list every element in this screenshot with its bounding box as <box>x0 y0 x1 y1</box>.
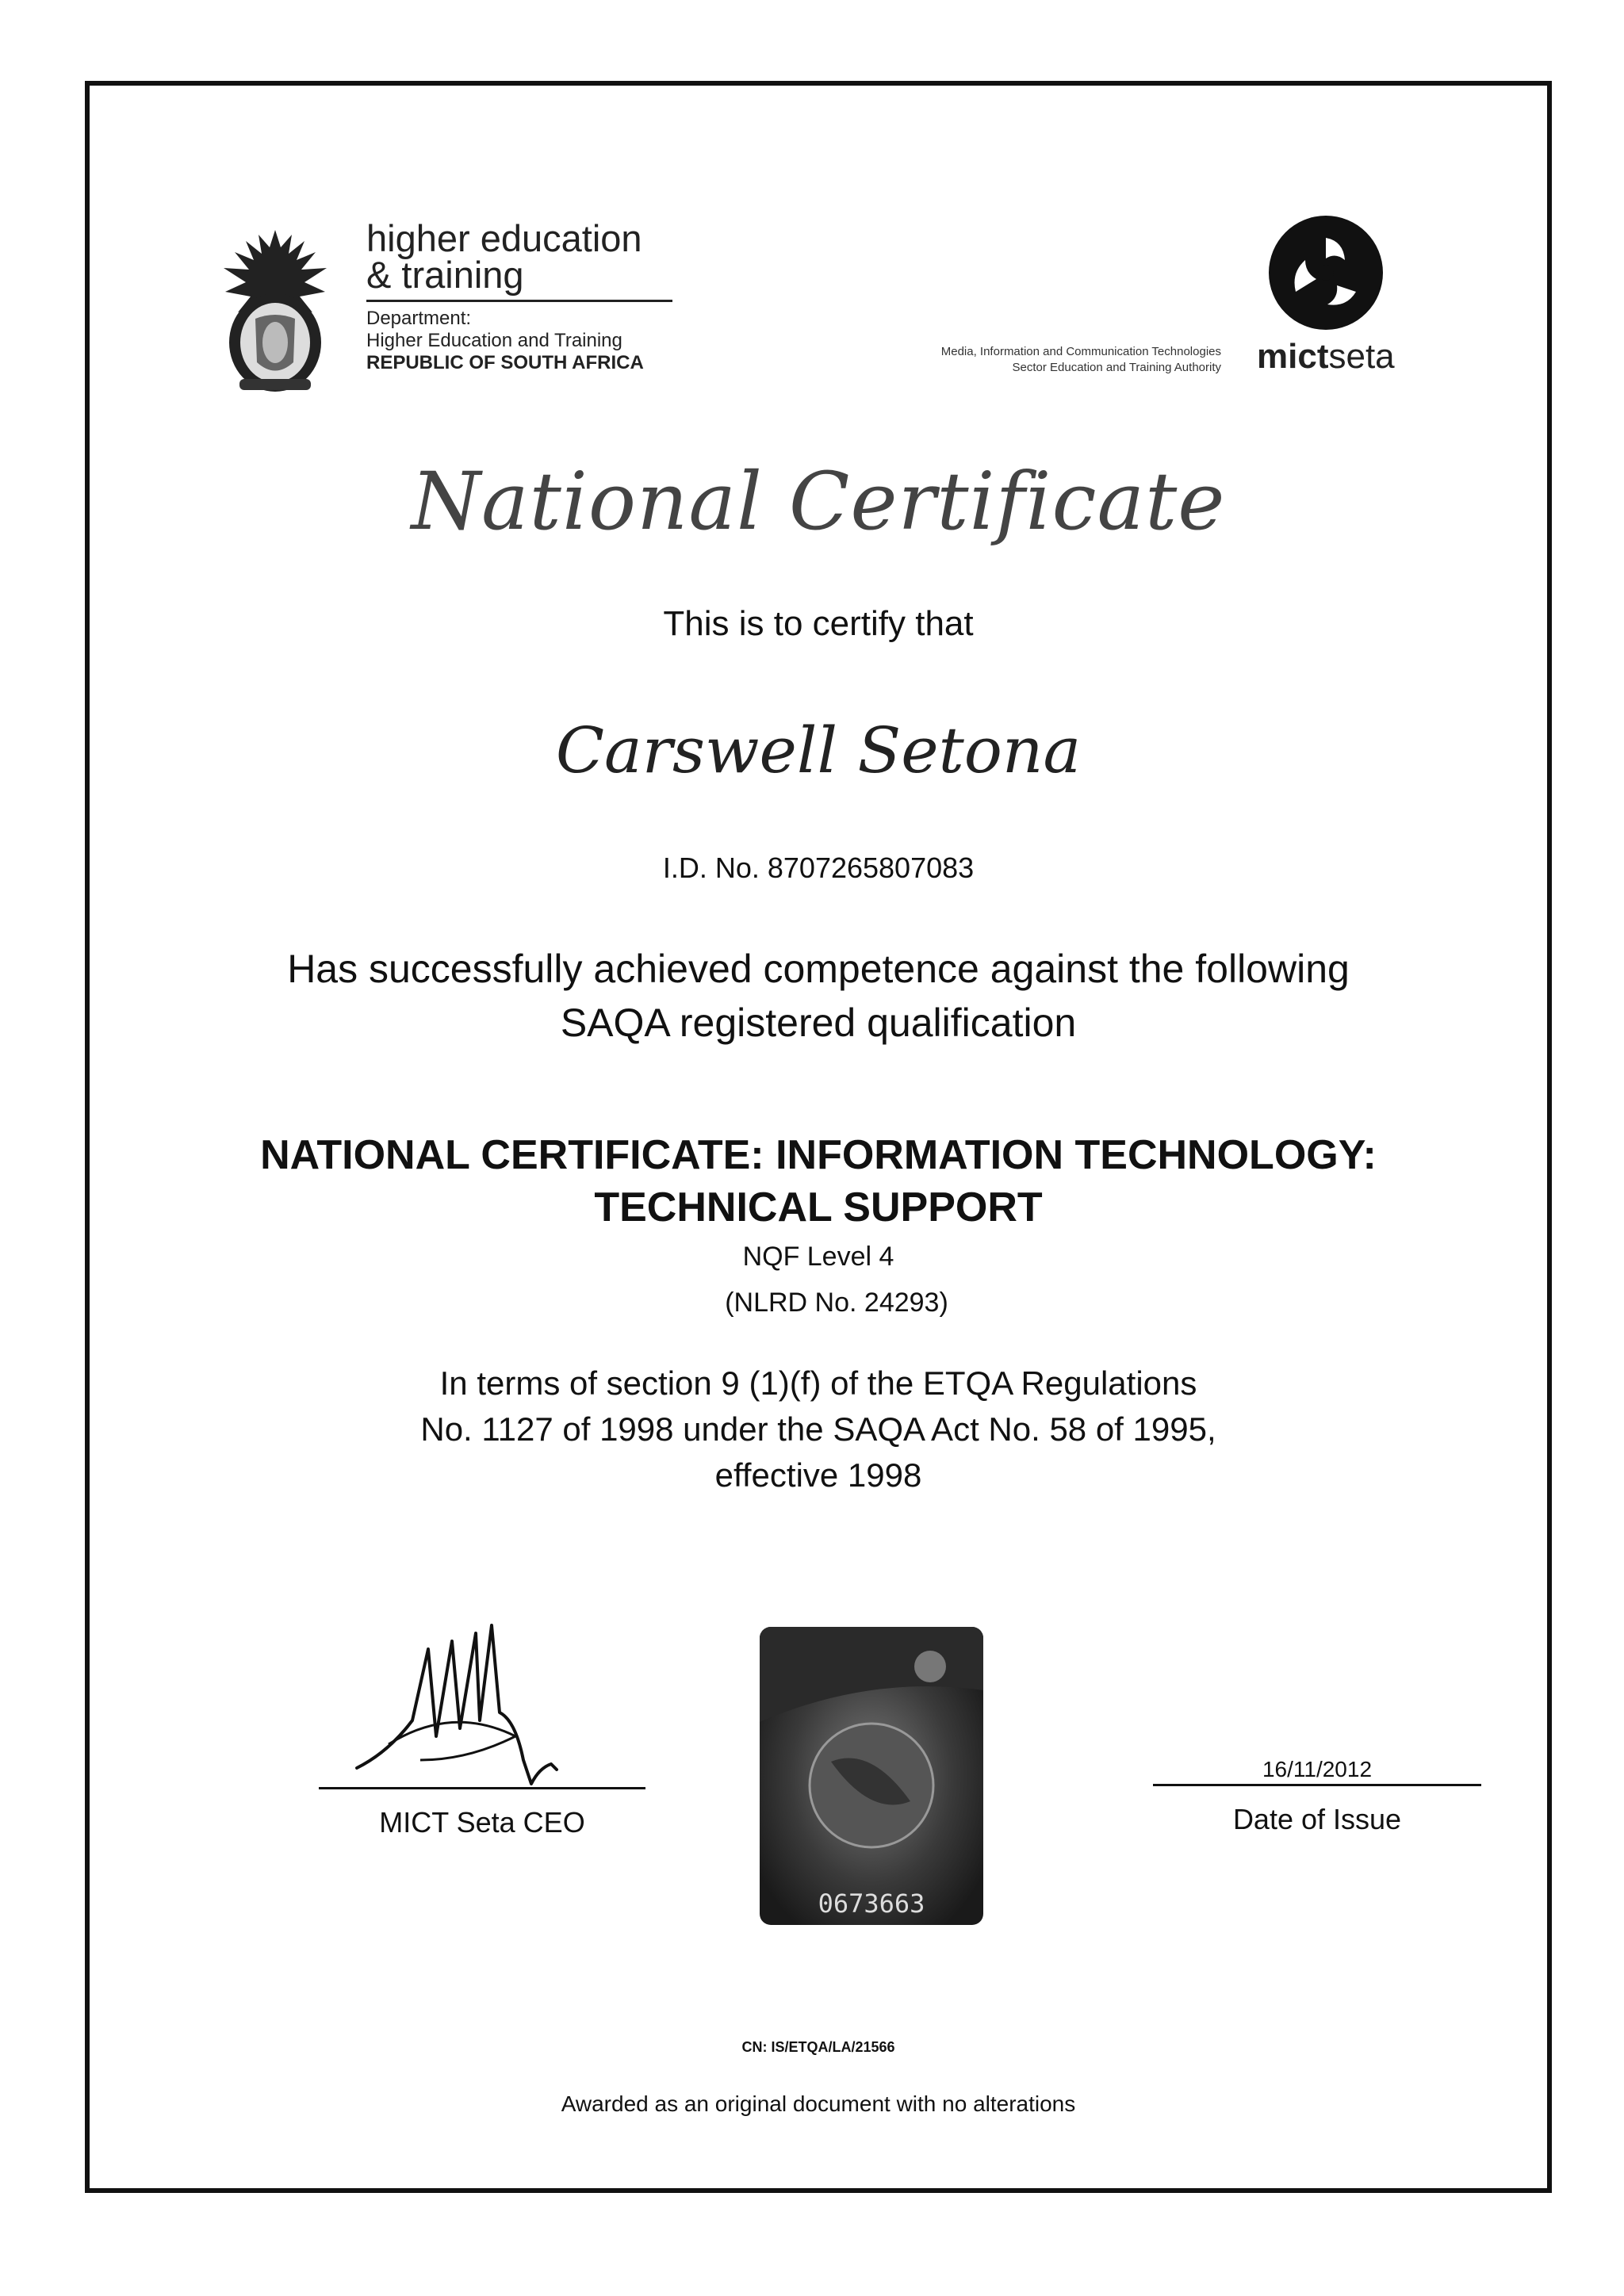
dept-title-line1: higher education <box>366 217 642 259</box>
achievement-statement <box>85 942 1552 1050</box>
certify-text: This is to certify that <box>663 604 974 643</box>
mict-word-bold: mict <box>1257 337 1329 376</box>
dept-sub-line3: REPUBLIC OF SOUTH AFRICA <box>366 352 644 373</box>
mictseta-wordmark <box>1257 337 1395 377</box>
awarded-statement: Awarded as an original document with no alterations <box>561 2091 1076 2116</box>
regs-line3: effective 1998 <box>714 1456 922 1494</box>
achieved-line1: Has successfully achieved competence against the following <box>287 947 1350 991</box>
mictseta-logo-icon <box>1267 214 1385 331</box>
id-number: I.D. No. 8707265807083 <box>662 851 975 884</box>
ceo-label: MICT Seta CEO <box>379 1806 585 1839</box>
mict-word-light: seta <box>1328 337 1395 376</box>
recipient-name: Carswell Setona <box>555 714 1082 787</box>
regs-line2: No. 1127 of 1998 under the SAQA Act No. 58 of 1995, <box>420 1410 1216 1448</box>
mict-desc-line2: Sector Education and Training Authority <box>1012 361 1221 374</box>
issue-date-value: 16/11/2012 <box>1262 1757 1373 1781</box>
qualification-title <box>85 1129 1552 1234</box>
hologram-seal <box>760 1627 983 1925</box>
coat-of-arms-icon <box>216 224 335 395</box>
dept-title <box>366 217 642 296</box>
hologram-number: 0673663 <box>818 1888 925 1919</box>
ceo-signature-line <box>319 1787 645 1789</box>
nqf-level: NQF Level 4 <box>742 1242 894 1272</box>
dept-sub-line1: Department: <box>366 308 472 329</box>
nlrd-number: (NLRD No. 24293) <box>725 1288 948 1318</box>
dept-divider <box>366 300 672 302</box>
ceo-signature <box>341 1601 603 1800</box>
certificate-title: National Certificate <box>411 455 1226 548</box>
qualification-line2: TECHNICAL SUPPORT <box>594 1184 1043 1230</box>
mict-desc-line1: Media, Information and Communication Technologies <box>940 345 1221 358</box>
issue-date-line <box>1153 1784 1481 1786</box>
certificate-number: CN: IS/ETQA/LA/21566 <box>741 2039 895 2055</box>
issue-date-label: Date of Issue <box>1232 1803 1402 1835</box>
regulations-text <box>85 1360 1552 1498</box>
regs-line1: In terms of section 9 (1)(f) of the ETQA Regulations <box>439 1364 1197 1402</box>
dept-title-line2: & training <box>366 254 524 296</box>
mict-description <box>841 344 1221 376</box>
achieved-line2: SAQA registered qualification <box>560 1001 1077 1045</box>
dept-sub-line2: Higher Education and Training <box>366 330 622 351</box>
dept-subtitle <box>366 308 644 374</box>
qualification-line1: NATIONAL CERTIFICATE: INFORMATION TECHNOLOGY: <box>260 1132 1377 1178</box>
